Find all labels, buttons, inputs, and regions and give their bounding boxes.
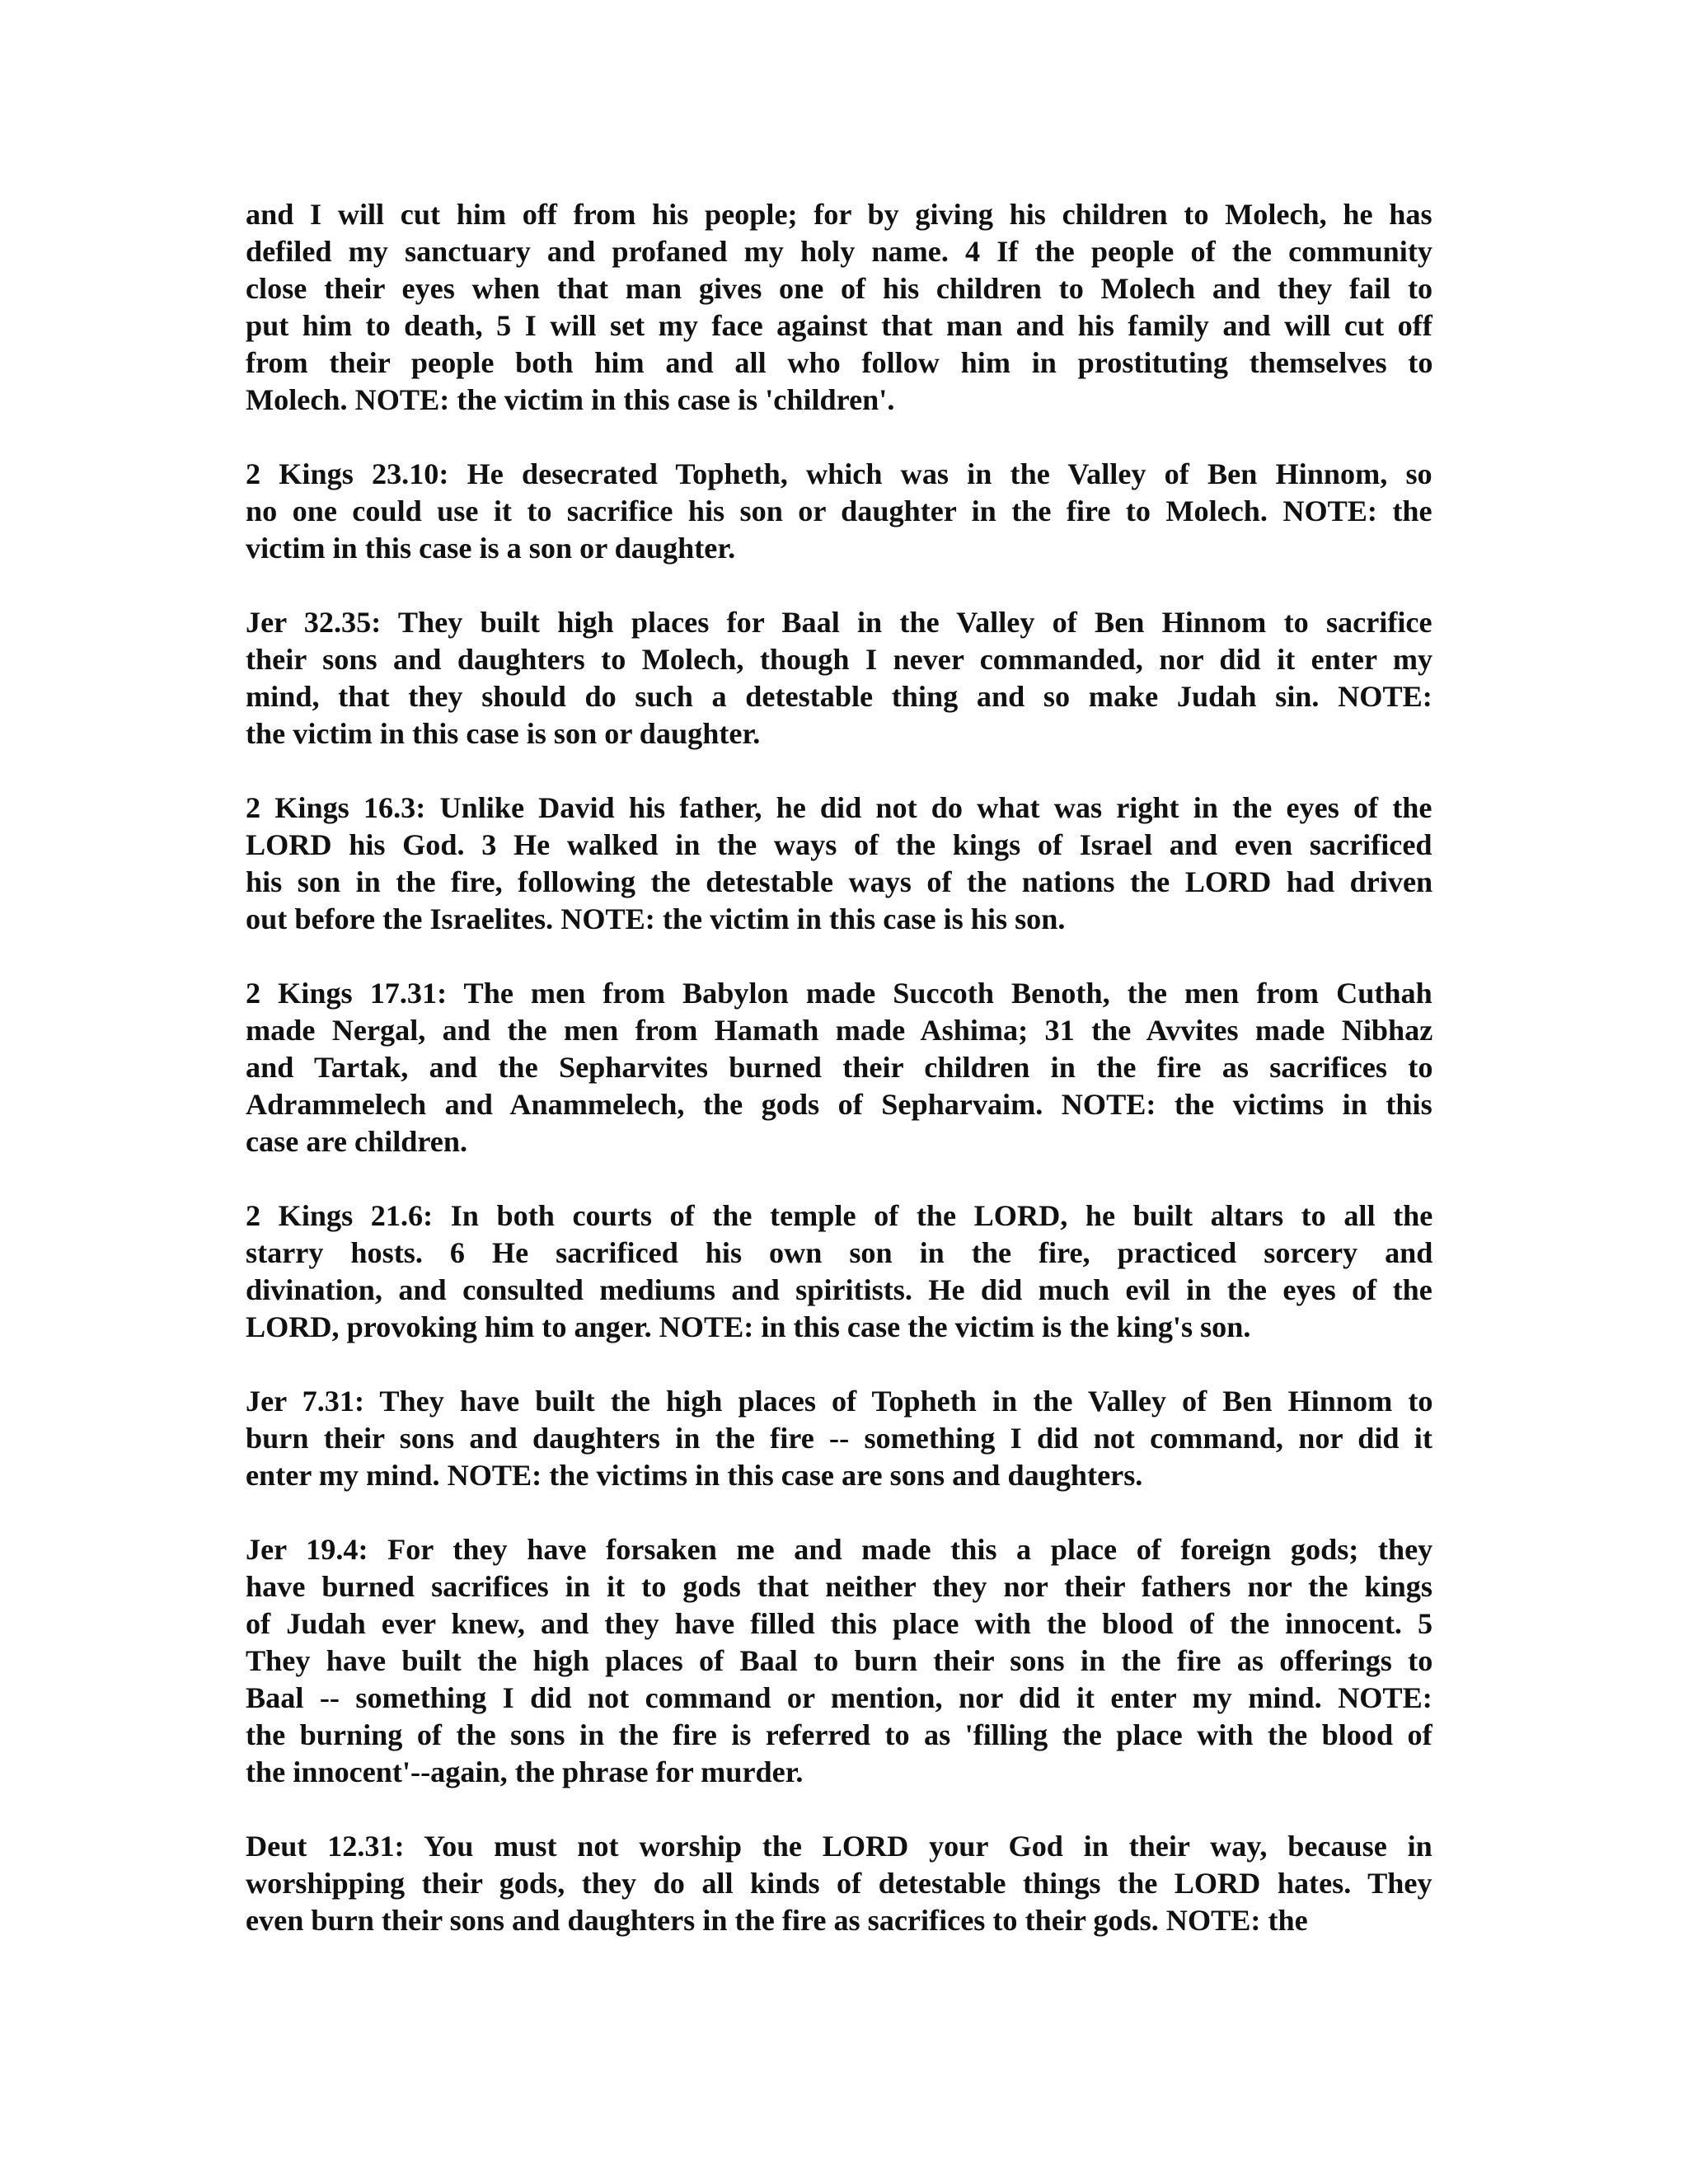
text-line: have burned sacrifices in it to gods that neither they nor their fathers nor the kings — [246, 1570, 1432, 1603]
text-line: case are children. — [246, 1125, 468, 1158]
paragraph — [246, 1828, 1432, 1939]
text-line: the victim in this case is son or daughter. — [246, 717, 761, 750]
text-line: and Tartak, and the Sepharvites burned their children in the fire as sacrifices to — [246, 1051, 1433, 1084]
paragraph — [246, 456, 1432, 567]
text-line: put him to death, 5 I will set my face against that man and his family and will cut off — [246, 309, 1432, 342]
text-line: divination, and consulted mediums and spiritists. He did much evil in the eyes of the — [246, 1273, 1432, 1306]
paragraph — [246, 1531, 1432, 1791]
text-line: defiled my sanctuary and profaned my holy name. 4 If the people of the community — [246, 235, 1432, 268]
text-line: the burning of the sons in the fire is referred to as 'filling the place with the blood of — [246, 1718, 1432, 1751]
text-line: close their eyes when that man gives one of his children to Molech and they fail to — [246, 272, 1433, 305]
text-line: burn their sons and daughters in the fire -- something I did not command, nor did it — [246, 1422, 1432, 1455]
text-line: Jer 32.35: They built high places for Baal in the Valley of Ben Hinnom to sacrifice — [246, 606, 1432, 639]
text-line: worshipping their gods, they do all kinds of detestable things the LORD hates. They — [246, 1867, 1432, 1900]
text-line: of Judah ever knew, and they have filled this place with the blood of the innocent. 5 — [246, 1607, 1433, 1640]
text-line: the innocent'--again, the phrase for murder. — [246, 1755, 804, 1788]
text-line: LORD his God. 3 He walked in the ways of the kings of Israel and even sacrificed — [246, 828, 1432, 861]
paragraph — [246, 975, 1432, 1160]
paragraph — [246, 1197, 1432, 1346]
paragraph — [246, 604, 1432, 752]
text-line: 2 Kings 21.6: In both courts of the temple of the LORD, he built altars to all the — [246, 1199, 1433, 1232]
text-line: LORD, provoking him to anger. NOTE: in this case the victim is the king's son. — [246, 1310, 1251, 1343]
text-line: from their people both him and all who follow him in prostituting themselves to — [246, 346, 1433, 379]
text-line: They have built the high places of Baal to burn their sons in the fire as offerings to — [246, 1644, 1433, 1677]
text-line: even burn their sons and daughters in the fire as sacrifices to their gods. NOTE: the — [246, 1904, 1308, 1937]
text-line: Molech. NOTE: the victim in this case is 'children'. — [246, 383, 895, 416]
text-line: Jer 7.31: They have built the high places of Topheth in the Valley of Ben Hinnom to — [246, 1385, 1433, 1418]
text-line: 2 Kings 23.10: He desecrated Topheth, which was in the Valley of Ben Hinnom, so — [246, 457, 1432, 490]
text-line: Jer 19.4: For they have forsaken me and made this a place of foreign gods; they — [246, 1533, 1433, 1566]
text-line: 2 Kings 16.3: Unlike David his father, he did not do what was right in the eyes of the — [246, 791, 1432, 824]
text-line: starry hosts. 6 He sacrificed his own son in the fire, practiced sorcery and — [246, 1236, 1433, 1269]
text-line: enter my mind. NOTE: the victims in this case are sons and daughters. — [246, 1459, 1143, 1492]
paragraph — [246, 1383, 1432, 1494]
text-line: out before the Israelites. NOTE: the victim in this case is his son. — [246, 902, 1066, 935]
text-line: mind, that they should do such a detestable thing and so make Judah sin. NOTE: — [246, 680, 1432, 713]
text-line: their sons and daughters to Molech, though I never commanded, nor did it enter my — [246, 643, 1433, 676]
text-line: victim in this case is a son or daughter. — [246, 532, 736, 565]
text-line: Deut 12.31: You must not worship the LORD your God in their way, because in — [246, 1830, 1432, 1863]
text-line: his son in the fire, following the detestable ways of the nations the LORD had driven — [246, 865, 1433, 898]
text-line: made Nergal, and the men from Hamath made Ashima; 31 the Avvites made Nibhaz — [246, 1014, 1433, 1047]
text-line: no one could use it to sacrifice his son or daughter in the fire to Molech. NOTE: the — [246, 494, 1432, 527]
paragraph — [246, 790, 1432, 938]
paragraph — [246, 196, 1432, 419]
text-line: Adrammelech and Anammelech, the gods of Sepharvaim. NOTE: the victims in this — [246, 1088, 1432, 1121]
body-text — [246, 196, 1432, 1976]
text-line: Baal -- something I did not command or mention, nor did it enter my mind. NOTE: — [246, 1681, 1432, 1714]
text-line: 2 Kings 17.31: The men from Babylon made Succoth Benoth, the men from Cuthah — [246, 977, 1432, 1010]
text-line: and I will cut him off from his people; for by giving his children to Molech, he has — [246, 198, 1432, 231]
